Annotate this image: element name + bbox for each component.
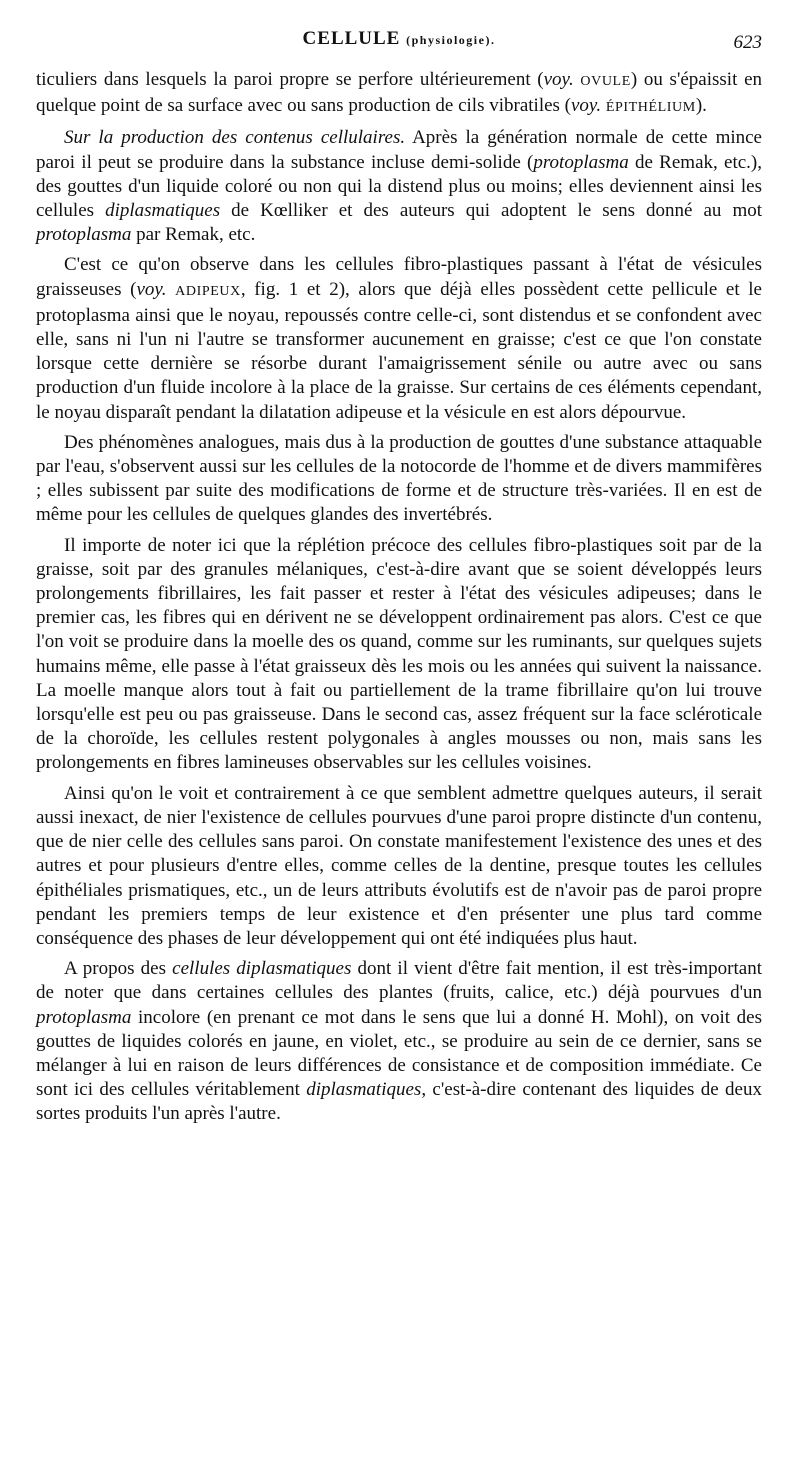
italic-run: protoplasma <box>36 1006 132 1028</box>
italic-run: voy. <box>543 69 574 90</box>
text-run: A propos des <box>64 958 173 980</box>
text-run: , fig. 1 et 2), alors que déjà elles possèdent cette pellicule et le protoplasma ainsi que le noyau, repoussés contre celle-ci, sont distendus et se confondent avec elle, sans ni l'un ni l'autre se transformer aucunement en graisse; c'est ce que l'on constate lorsque cette dernière se résorbe durant l'amaigrissement sénile ou autre avec ou sans production d'un fluide incolore à la place de la graisse. Sur certains de ces éléments cependant, le noyau disparaît pendant la dilatation adipeuse et la vésicule en est alors dépourvue. <box>36 278 762 423</box>
text-run: Il importe de noter ici que la réplétion précoce des cellules fibro-plastiques soit par de la graisse, soit par des granules mélaniques, c'est-à-dire avant que se soient développés leurs prolongements fibrillaires, les fait passer et rester à l'état des vésicules adipeuses; dans le premier cas, les fibres qui en dérivent ne se développent ordinairement pas alors. C'est ce que l'on voit se produire dans la moelle des os quand, comme sur les ruminants, sur quelques sujets humains même, elle passe à l'état graisseux dès les mois ou les années qui suivent la naissance. La moelle manque alors tout à fait ou partiellement de la trame fibrillaire qu'on lui trouve lorsqu'elle est peu ou pas graisseuse. Dans le second cas, assez fréquent sur la face scléroticale de la choroïde, les cellules restent polygonales à angles mousses ou non, mais sans les prolongements en fibres lamineuses observables sur les cellules voisines. <box>36 534 762 774</box>
text-run: Ainsi qu'on le voit et contrairement à ce que semblent admettre quelques auteurs, il serait aussi inexact, de nier l'existence de cellules pourvues d'une paroi propre distincte d'un contenu, que de nier celle des cellules sans paroi. On constate manifestement l'existence des unes et des autres et pour plusieurs d'entre elles, comme celles de la dentine, presque toutes les cellules épithéliales prismatiques, etc., un de leurs attributs évolutifs est de n'avoir pas de paroi propre pendant les premiers temps de leur existence et d'en présenter une plus tard comme conséquence des phases de leur développement qui ont été indiquées plus haut. <box>36 782 762 949</box>
italic-run: diplasmatiques <box>306 1079 422 1101</box>
small-caps-run: ADIPEUX <box>175 283 241 299</box>
paragraph <box>36 782 762 951</box>
italic-run: protoplasma <box>533 151 629 173</box>
running-head <box>36 28 762 58</box>
text-run: ticuliers dans lesquels la paroi propre se perfore ultérieurement ( <box>36 69 544 90</box>
paragraph <box>36 431 762 528</box>
text-run: Des phénomènes analogues, mais dus à la production de gouttes d'une substance attaquable par l'eau, s'observent aussi sur les cellules de la notocorde de l'homme et de divers mammifères ; elles subissent par suite des modifications de forme et de structure très-variées. Il en est de même pour les cellules de quelques glandes des invertébrés. <box>36 431 762 526</box>
text-run: de Kœlliker et des auteurs qui adoptent le sens donné au mot <box>220 200 763 222</box>
section-title: CELLULE <box>302 28 401 49</box>
page-number: 623 <box>733 32 762 53</box>
small-caps-run: ÉPITHÉLIUM <box>605 100 696 116</box>
page-bottom-margin <box>36 1436 762 1446</box>
paragraph <box>36 534 762 776</box>
section-subtitle: (physiologie). <box>406 33 496 47</box>
italic-run: protoplasma <box>36 224 132 246</box>
paragraph <box>36 253 762 424</box>
italic-run: Sur la production des contenus cellulaires. <box>64 127 406 149</box>
text-run: , c'est-à-dire contenant des liquides de deux sortes produits l'un après l'autre. <box>36 1079 762 1125</box>
italic-run: voy. <box>136 278 167 300</box>
italic-run: voy. <box>571 95 602 117</box>
italic-run: cellules diplasmatiques <box>172 958 352 980</box>
text-run: Après la génération normale de cette mince paroi il peut se produire dans la substance incluse demi-solide ( <box>36 127 762 173</box>
text-run: de Remak, etc.), des gouttes d'un liquide coloré ou non qui la distend plus ou moins; elles deviennent ainsi les cellules <box>36 151 762 222</box>
paragraph <box>36 68 762 120</box>
text-run: dont il vient d'être fait mention, il est très-important de noter que dans certaines cellules des plantes (fruits, calice, etc.) déjà pourvues d'un <box>36 958 762 1004</box>
text-run: incolore (en prenant ce mot dans le sens que lui a donné H. Mohl), on voit des gouttes de liquides colorés en jaune, en violet, etc., se produire au sein de ce dernier, sans se mélanger à lui en raison de leurs différences de consistance et de composition immédiate. Ce sont ici des cellules véritablement <box>36 1006 762 1101</box>
italic-run: diplasmatiques <box>105 200 221 222</box>
paragraph <box>36 957 762 1126</box>
paragraph <box>36 126 762 247</box>
text-run <box>167 279 176 300</box>
text-run: ). <box>695 95 707 117</box>
small-caps-run: OVULE <box>580 74 631 89</box>
body-text <box>36 68 762 1133</box>
text-run: par Remak, etc. <box>131 224 256 246</box>
text-run: C'est ce qu'on observe dans les cellules fibro-plastiques passant à l'état de vésicules graisseuses ( <box>36 254 762 300</box>
running-head-title <box>36 28 762 50</box>
text-run: ) ou s'épaissit en quelque point de sa surface avec ou sans production de cils vibratiles ( <box>36 69 762 117</box>
